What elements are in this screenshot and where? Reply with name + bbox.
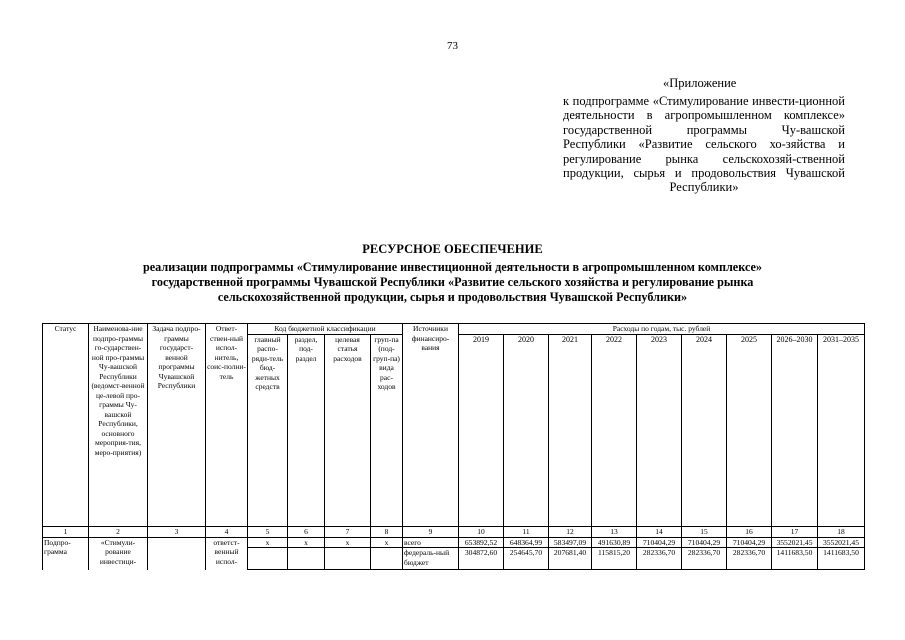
row-code: x [371, 537, 403, 548]
header-year: 2022 [592, 334, 637, 526]
page-number: 73 [447, 40, 458, 52]
column-number: 14 [637, 526, 682, 537]
document-subtitle [70, 260, 835, 305]
row-source: федераль-ный бюджет [403, 548, 459, 570]
row-value: 583497,09 [549, 537, 592, 548]
subtitle-line: реализации подпрограммы «Стимулирование инвестиционной деятельности в агропромышленном комплексе» [142, 260, 763, 274]
row-value: 648364,99 [504, 537, 549, 548]
header-year: 2024 [682, 334, 727, 526]
row-code: x [288, 537, 325, 548]
header-expenses: Расходы по годам, тыс. рублей [459, 324, 865, 335]
row-code: x [248, 537, 288, 548]
row-value: 3552021,45 [818, 537, 865, 548]
header-year: 2020 [504, 334, 549, 526]
appendix-title: «Приложение [663, 76, 737, 90]
column-number: 16 [727, 526, 772, 537]
header-task: Задача подпро-граммы государст-венной программы Чувашской Республики [148, 324, 206, 527]
row-source: всего [403, 537, 459, 548]
column-number: 9 [403, 526, 459, 537]
row-executor: ответст-венный испол- [206, 537, 248, 570]
header-year: 2031–2035 [818, 334, 865, 526]
appendix-text: к подпрограмме «Стимулирование инвести-ционной деятельности в агропромышленном комплексе» государственной программы Чу-вашской Республики «Развитие сельского хо-зяйства и регулирование рынка сельскохозяй-ственной продукции, сырья и продовольствия Чувашской Республики» [563, 94, 845, 195]
row-value: 304872,60 [459, 548, 504, 570]
column-number: 12 [549, 526, 592, 537]
column-number: 6 [288, 526, 325, 537]
header-year: 2021 [549, 334, 592, 526]
column-number: 2 [89, 526, 148, 537]
subtitle-line: государственной программы Чувашской Республики «Развитие сельского хозяйства и регулирование рынка [151, 275, 754, 289]
subtitle-line: сельскохозяйственной продукции, сырья и продовольствия Чувашской Республики» [217, 290, 688, 304]
row-code-empty [248, 548, 288, 570]
row-status: Подпро-грамма [43, 537, 89, 570]
column-number: 10 [459, 526, 504, 537]
row-value: 1411683,50 [772, 548, 818, 570]
column-number-row [43, 526, 865, 537]
column-number: 7 [325, 526, 371, 537]
header-executor: Ответ-ствен-ный испол-нитель, соис-полни-тель [206, 324, 248, 527]
header-budget-code: Код бюджетной классификации [248, 324, 403, 335]
row-code-empty [325, 548, 371, 570]
column-number: 8 [371, 526, 403, 537]
header-name: Наименова-ние подпро-граммы го-сударствен-ной про-граммы Чу-вашской Республики (ведомст-венной це-левой про-граммы Чу-вашской Республики, основного мероприя-тия, меро-приятия) [89, 324, 148, 527]
column-number: 17 [772, 526, 818, 537]
header-year: 2023 [637, 334, 682, 526]
row-value: 3552021,45 [772, 537, 818, 548]
header-row [43, 324, 865, 335]
row-value: 710404,29 [682, 537, 727, 548]
row-value: 115815,20 [592, 548, 637, 570]
column-number: 11 [504, 526, 549, 537]
header-target-item: целевая статья расходов [325, 334, 371, 526]
header-year: 2025 [727, 334, 772, 526]
row-code: x [325, 537, 371, 548]
header-group: груп-па (под-груп-па) вида рас-ходов [371, 334, 403, 526]
column-number: 4 [206, 526, 248, 537]
column-number: 1 [43, 526, 89, 537]
resource-table [42, 323, 865, 570]
column-number: 5 [248, 526, 288, 537]
header-year: 2026–2030 [772, 334, 818, 526]
row-value: 207681,40 [549, 548, 592, 570]
table-row [43, 537, 865, 548]
row-value: 710404,29 [727, 537, 772, 548]
row-name: «Стимули-рование инвестици- [89, 537, 148, 570]
row-code-empty [371, 548, 403, 570]
column-number: 15 [682, 526, 727, 537]
row-value: 653892,52 [459, 537, 504, 548]
row-value: 282336,70 [727, 548, 772, 570]
column-number: 3 [148, 526, 206, 537]
row-value: 491630,89 [592, 537, 637, 548]
header-main-manager: главный распо-ряди-тель бюд-жетных средств [248, 334, 288, 526]
document-title: РЕСУРСНОЕ ОБЕСПЕЧЕНИЕ [362, 242, 543, 256]
header-sources: Источники финансиро-вания [403, 324, 459, 527]
row-value: 282336,70 [682, 548, 727, 570]
header-section: раздел, под-раздел [288, 334, 325, 526]
column-number: 18 [818, 526, 865, 537]
column-number: 13 [592, 526, 637, 537]
header-year: 2019 [459, 334, 504, 526]
row-code-empty [288, 548, 325, 570]
row-value: 282336,70 [637, 548, 682, 570]
row-value: 1411683,50 [818, 548, 865, 570]
row-value: 710404,29 [637, 537, 682, 548]
row-task [148, 537, 206, 570]
header-status: Статус [43, 324, 89, 527]
row-value: 254645,70 [504, 548, 549, 570]
